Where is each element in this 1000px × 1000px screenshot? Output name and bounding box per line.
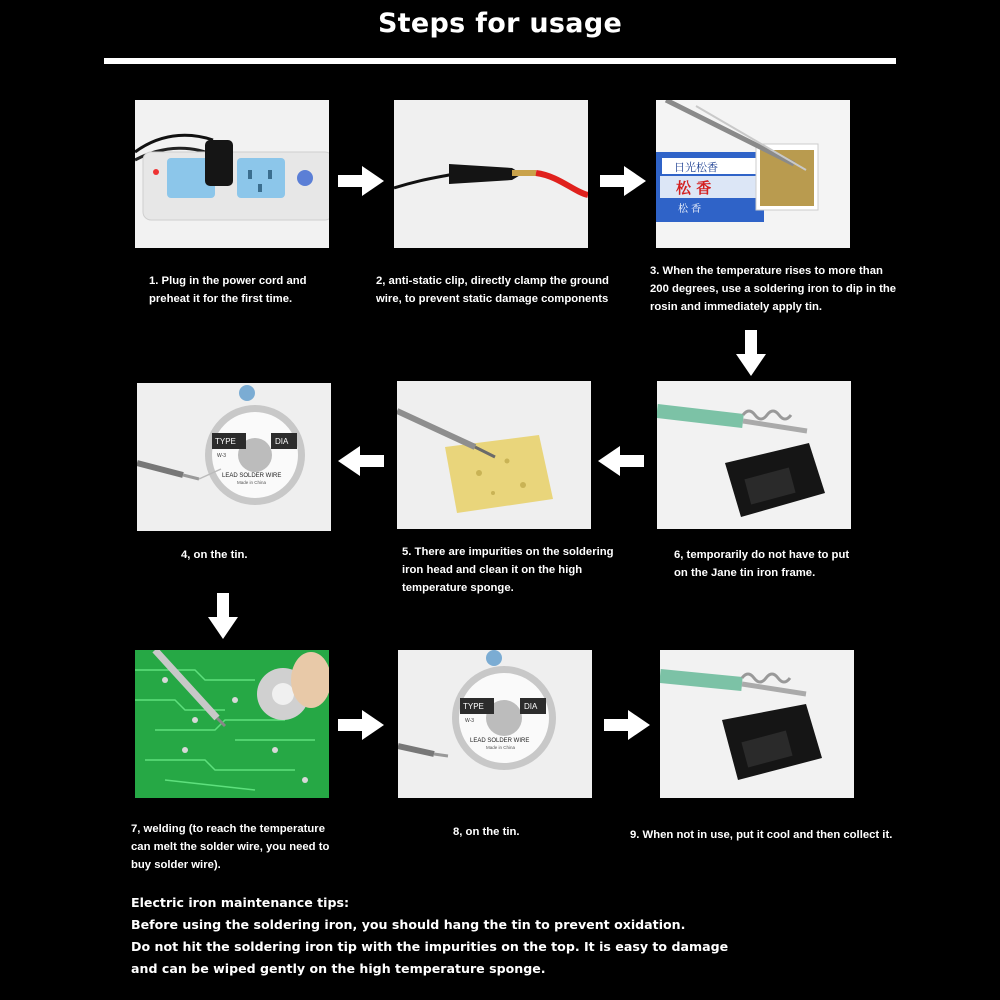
spool-label-text: LEAD SOLDER WIRE — [222, 473, 282, 479]
step-2-caption: 2, anti-static clip, directly clamp the ground wire, to prevent static damage components — [376, 275, 609, 305]
cleaning-sponge-illustration — [397, 381, 591, 529]
step-4-caption: 4, on the tin. — [181, 549, 248, 561]
solder-spool-illustration — [137, 383, 331, 531]
arrow-right-icon — [604, 710, 650, 740]
arrow-right-icon — [600, 166, 646, 196]
arrow-down-icon — [208, 593, 238, 639]
step-1-caption: 1. Plug in the power cord and preheat it for the first time. — [149, 275, 307, 305]
iron-stand-illustration — [660, 650, 854, 798]
step-3-photo — [656, 100, 850, 248]
step-7-photo — [135, 650, 329, 798]
step-8-photo — [398, 650, 592, 798]
pcb-soldering-illustration — [135, 650, 329, 798]
spool-label-text: LEAD SOLDER WIRE — [470, 738, 530, 744]
tips-line-3: and can be wiped gently on the high temperature sponge. — [131, 961, 546, 976]
spool-type-text: TYPE — [215, 437, 236, 446]
step-6-caption: 6, temporarily do not have to put on the Jane tin iron frame. — [674, 549, 850, 579]
maintenance-tips — [131, 892, 891, 980]
arrow-left-icon — [598, 446, 644, 476]
page-title: Steps for usage — [377, 8, 623, 39]
rosin-box-illustration — [656, 100, 850, 248]
title-divider — [104, 58, 896, 64]
power-strip-illustration — [135, 100, 329, 248]
tips-line-1: Before using the soldering iron, you should hang the tin to prevent oxidation. — [131, 917, 686, 932]
rosin-brand-text: 日光松香 — [674, 161, 718, 174]
iron-stand-illustration — [657, 381, 851, 529]
step-9-photo — [660, 650, 854, 798]
arrow-right-icon — [338, 166, 384, 196]
step-3-caption: 3. When the temperature rises to more than 200 degrees, use a soldering iron to dip in the rosin and immediately apply tin. — [650, 265, 897, 313]
solder-spool-illustration — [398, 650, 592, 798]
spool-origin-text: Made in China — [237, 480, 267, 485]
step-6-photo — [657, 381, 851, 529]
rosin-sub-text: 松 香 — [678, 204, 702, 215]
arrow-down-icon — [736, 330, 766, 376]
ground-clip-illustration — [394, 100, 588, 248]
rosin-name-text: 松 香 — [676, 179, 712, 197]
spool-origin-text: Made in China — [486, 745, 516, 750]
step-2-photo — [394, 100, 588, 248]
spool-model-text: W-3 — [465, 718, 475, 724]
step-7-caption: 7, welding (to reach the temperature can melt the solder wire, you need to buy solder wire). — [131, 823, 330, 871]
step-9-caption: 9. When not in use, put it cool and then collect it. — [630, 829, 893, 841]
arrow-right-icon — [338, 710, 384, 740]
step-8-caption: 8, on the tin. — [453, 826, 520, 838]
spool-dia-text: DIA — [275, 437, 289, 446]
spool-model-text: W-3 — [217, 453, 227, 459]
tips-line-2: Do not hit the soldering iron tip with the impurities on the top. It is easy to damage — [131, 939, 729, 954]
step-1-photo — [135, 100, 329, 248]
spool-type-text: TYPE — [463, 702, 484, 711]
spool-dia-text: DIA — [524, 702, 538, 711]
step-5-caption: 5. There are impurities on the soldering iron head and clean it on the high temperature sponge. — [402, 546, 614, 594]
step-4-photo — [137, 383, 331, 531]
step-5-photo — [397, 381, 591, 529]
tips-heading: Electric iron maintenance tips: — [131, 895, 350, 910]
arrow-left-icon — [338, 446, 384, 476]
